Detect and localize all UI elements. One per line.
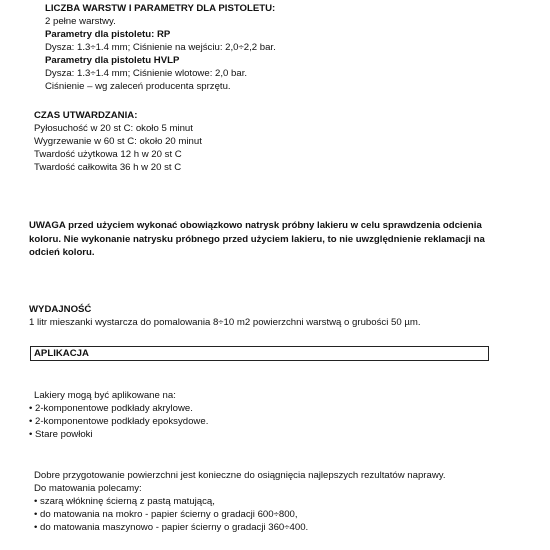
yield-text: 1 litr mieszanki wystarcza do pomalowania 8÷10 m2 powierzchni warstwą o grubości 50 µm. bbox=[29, 317, 421, 328]
hvlp-params: Dysza: 1.3÷1.4 mm; Ciśnienie wlotowe: 2,0 bar. bbox=[45, 68, 248, 79]
curing-heading: CZAS UTWARDZANIA: bbox=[34, 110, 138, 121]
curing-full-hardness: Twardość całkowita 36 h w 20 st C bbox=[34, 162, 182, 173]
preparation-intro: Dobre przygotowanie powierzchni jest konieczne do osiągnięcia najlepszych rezultatów naprawy. bbox=[34, 470, 446, 481]
application-item: • 2-komponentowe podkłady akrylowe. bbox=[29, 403, 193, 414]
layers-count: 2 pełne warstwy. bbox=[45, 16, 116, 27]
pressure-note: Ciśnienie – wg zaleceń producenta sprzętu. bbox=[45, 81, 231, 92]
preparation-item: • do matowania maszynowo - papier ścierny o gradacji 360÷400. bbox=[34, 522, 309, 533]
application-intro: Lakiery mogą być aplikowane na: bbox=[34, 390, 176, 401]
curing-usable-hardness: Twardość użytkowa 12 h w 20 st C bbox=[34, 149, 182, 160]
application-heading: APLIKACJA bbox=[34, 348, 89, 359]
hvlp-title: Parametry dla pistoletu HVLP bbox=[45, 55, 180, 66]
preparation-item: • szarą włókninę ścierną z pastą matującą, bbox=[34, 496, 215, 507]
preparation-subintro: Do matowania polecamy: bbox=[34, 483, 142, 494]
rp-title: Parametry dla pistoletu: RP bbox=[45, 29, 171, 40]
application-heading-box bbox=[30, 346, 489, 361]
application-item: • 2-komponentowe podkłady epoksydowe. bbox=[29, 416, 209, 427]
curing-baking: Wygrzewanie w 60 st C: około 20 minut bbox=[34, 136, 202, 147]
layers-heading: LICZBA WARSTW I PARAMETRY DLA PISTOLETU: bbox=[45, 3, 276, 14]
yield-heading: WYDAJNOŚĆ bbox=[29, 304, 92, 315]
preparation-item: • do matowania na mokro - papier ścierny o gradacji 600÷800, bbox=[34, 509, 298, 520]
rp-params: Dysza: 1.3÷1.4 mm; Ciśnienie na wejściu: 2,0÷2,2 bar. bbox=[45, 42, 276, 53]
curing-dust-free: Pyłosuchość w 20 st C: około 5 minut bbox=[34, 123, 193, 134]
warning-paragraph: UWAGA przed użyciem wykonać obowiązkowo natrysk próbny lakieru w celu sprawdzenia odcienia koloru. Nie wykonanie natrysku próbnego przed użyciem lakieru, to nie uwzględnienie reklamacji na odcień koloru. bbox=[29, 220, 485, 259]
application-item: • Stare powłoki bbox=[29, 429, 93, 440]
